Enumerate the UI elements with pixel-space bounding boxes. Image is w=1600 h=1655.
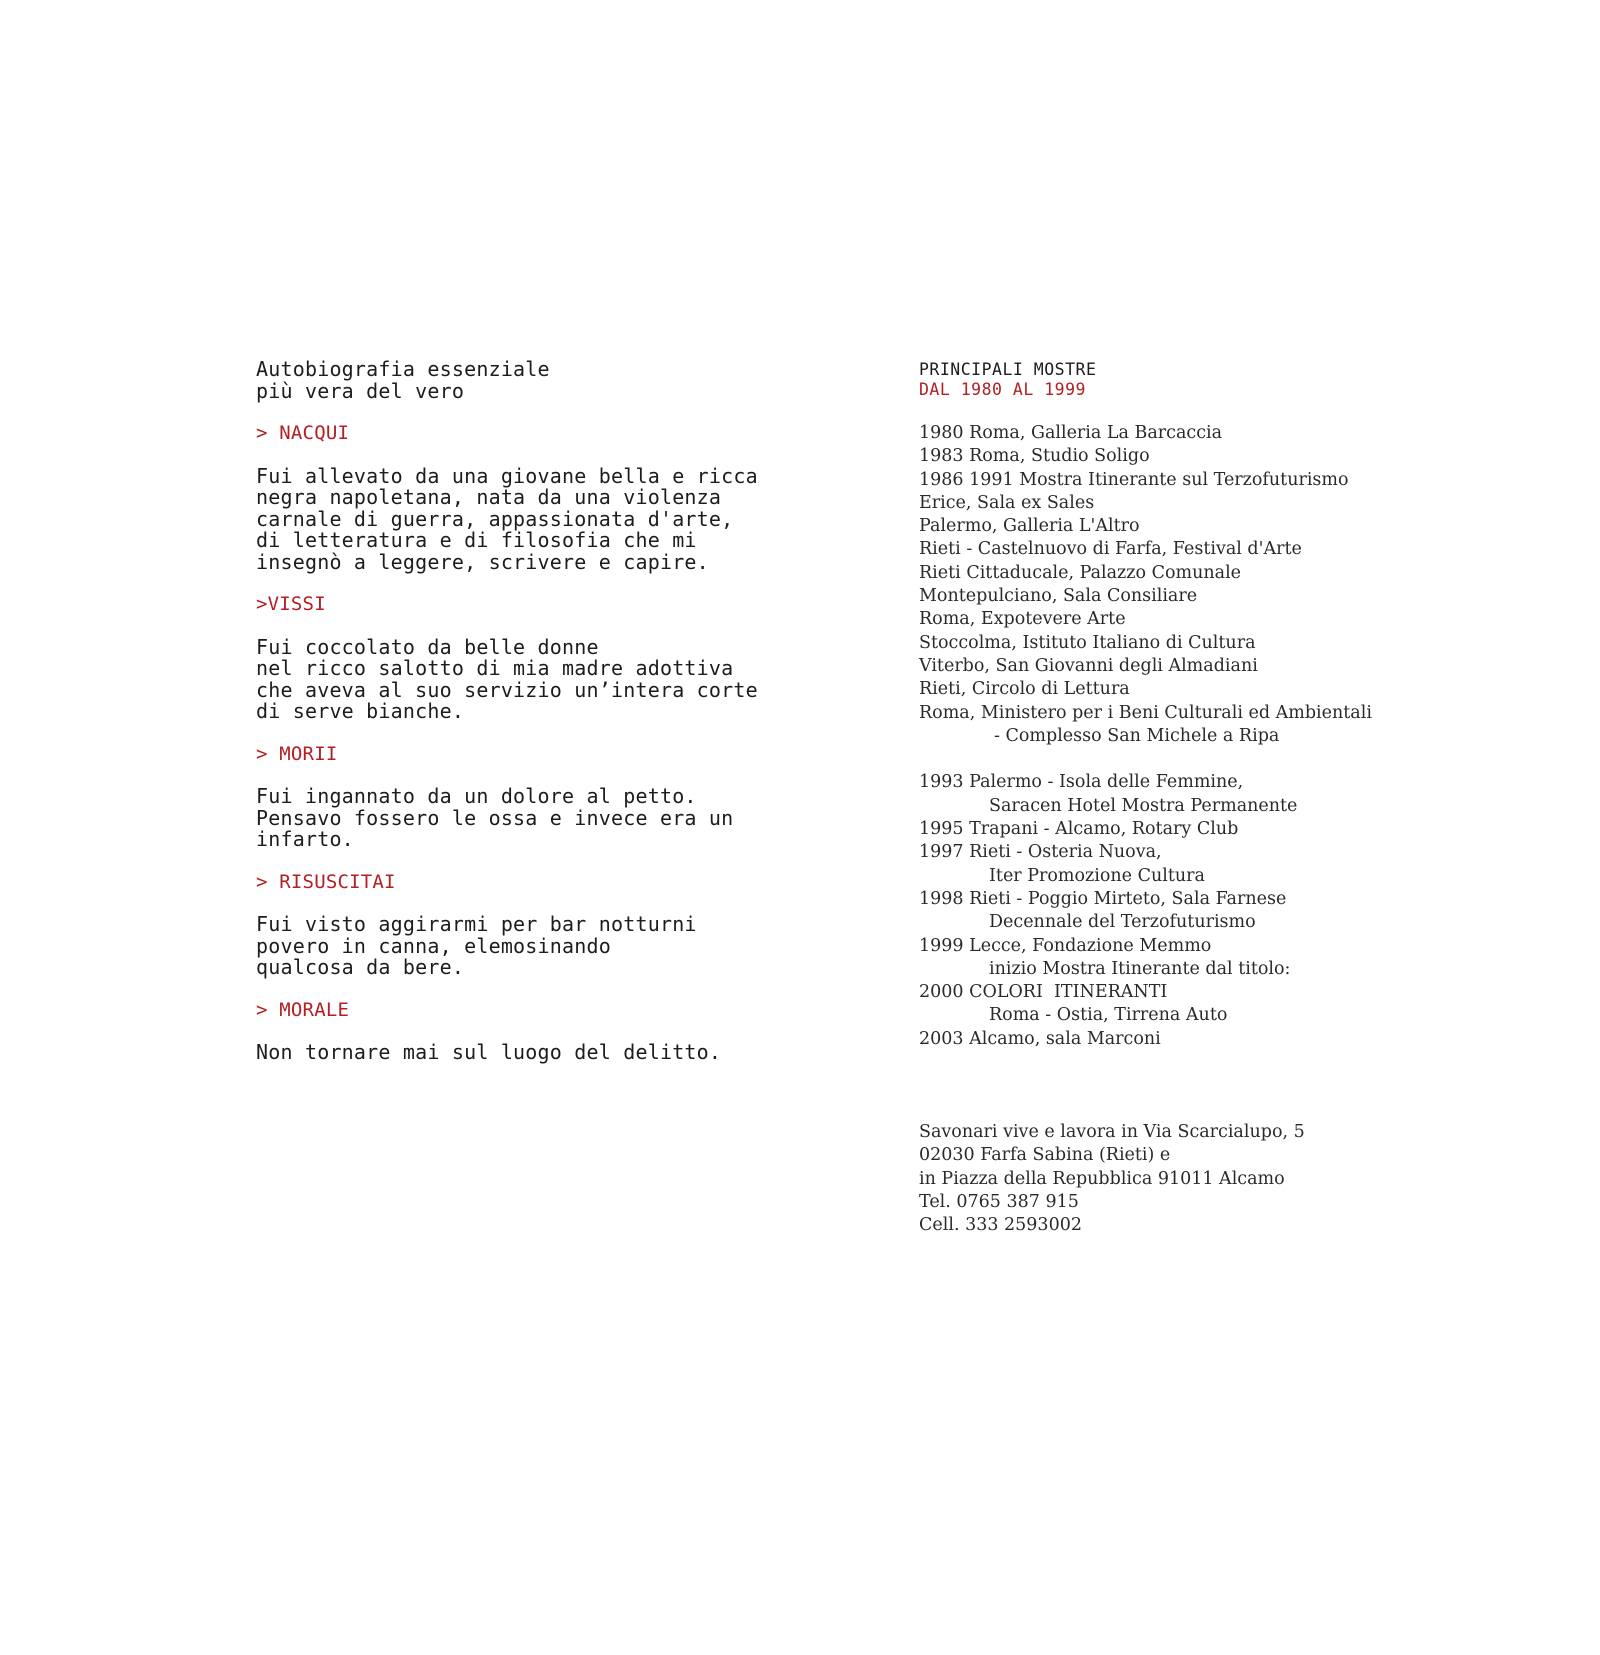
autobiography-title-line2: più vera del vero <box>256 378 465 403</box>
exhibition-entry: Rieti - Castelnuovo di Farfa, Festival d'Arte <box>919 539 1302 560</box>
section-body-nacqui <box>256 463 796 574</box>
exhibitions-list-1 <box>919 422 1479 748</box>
section-heading-risuscitai: > RISUSCITAI <box>256 870 396 893</box>
section-body-morale <box>256 1042 796 1064</box>
exhibitions-column <box>919 360 1479 1238</box>
body-line: Pensavo fossero le ossa e invece era un infarto. <box>256 805 734 851</box>
section-heading-morii: > MORII <box>256 742 338 765</box>
contact-phone: Tel. 0765 387 915 <box>919 1191 1079 1212</box>
exhibition-entry: Palermo, Galleria L'Altro <box>919 516 1140 537</box>
body-line: Fui ingannato da un dolore al petto. <box>256 784 697 808</box>
exhibition-entry: Rieti Cittaducale, Palazzo Comunale <box>919 562 1242 583</box>
exhibition-entry: 1986 1991 Mostra Itinerante sul Terzofuturismo <box>919 469 1349 490</box>
exhibition-entry-indented: - Complesso San Michele a Ripa <box>994 725 1280 746</box>
exhibition-entry-indented: Roma - Ostia, Tirrena Auto <box>989 1005 1228 1026</box>
section-heading-morale: > MORALE <box>256 998 350 1021</box>
contact-line: 02030 Farfa Sabina (Rieti) e <box>919 1145 1171 1166</box>
exhibition-entry: Roma, Expotevere Arte <box>919 609 1126 630</box>
body-line: qualcosa da bere. <box>256 955 465 979</box>
body-line: nel ricco salotto di mia madre adottiva <box>256 656 734 680</box>
exhibition-entry: Rieti, Circolo di Lettura <box>919 679 1130 700</box>
exhibition-entry: 1995 Trapani - Alcamo, Rotary Club <box>919 819 1239 840</box>
exhibitions-list-2 <box>919 771 1479 1051</box>
body-line: insegnò a leggere, scrivere e capire. <box>256 549 709 574</box>
body-line: Fui coccolato da belle donne <box>256 634 599 659</box>
body-line: povero in canna, elemosinando <box>256 933 611 958</box>
section-body-risuscitai <box>256 914 796 979</box>
exhibition-entry: 1999 Lecce, Fondazione Memmo <box>919 935 1212 956</box>
body-line: Fui allevato da una giovane bella e ricca <box>256 463 758 488</box>
autobiography-title <box>256 359 796 402</box>
exhibitions-title: PRINCIPALI MOSTRE <box>919 360 1097 379</box>
exhibition-entry: Erice, Sala ex Sales <box>919 492 1095 513</box>
exhibition-entry-indented: Saracen Hotel Mostra Permanente <box>989 795 1298 816</box>
autobiography-title-line1: Autobiografia essenziale <box>256 357 550 381</box>
exhibition-entry: 1983 Roma, Studio Soligo <box>919 446 1150 467</box>
contact-mobile: Cell. 333 2593002 <box>919 1215 1082 1236</box>
exhibition-entry-indented: Decennale del Terzofuturismo <box>989 912 1256 933</box>
contact-line: in Piazza della Repubblica 91011 Alcamo <box>919 1168 1285 1189</box>
exhibition-entry: 2003 Alcamo, sala Marconi <box>919 1028 1161 1049</box>
exhibition-entry: 2000 COLORI ITINERANTI <box>919 982 1168 1003</box>
exhibition-entry: Montepulciano, Sala Consiliare <box>919 586 1198 607</box>
exhibition-entry: 1993 Palermo - Isola delle Femmine, <box>919 772 1244 793</box>
body-line: Fui visto aggirarmi per bar notturni <box>256 912 697 936</box>
body-line: Non tornare mai sul luogo del delitto. <box>256 1040 722 1064</box>
body-line: di serve bianche. <box>256 699 465 723</box>
exhibition-entry: Stoccolma, Istituto Italiano di Cultura <box>919 632 1256 653</box>
exhibition-entry: 1980 Roma, Galleria La Barcaccia <box>919 423 1223 443</box>
autobiography-column <box>256 359 796 1085</box>
exhibition-entry: 1998 Rieti - Poggio Mirteto, Sala Farnese <box>919 888 1287 909</box>
contact-info <box>919 1121 1479 1237</box>
exhibition-entry: 1997 Rieti - Osteria Nuova, <box>919 842 1162 863</box>
exhibition-entry-indented: inizio Mostra Itinerante dal titolo: <box>989 958 1291 979</box>
body-line: di letteratura e di filosofia che mi <box>256 528 697 552</box>
body-line: negra napoletana, nata da una violenza <box>256 485 722 509</box>
exhibition-entry-indented: Iter Promozione Cultura <box>989 865 1205 886</box>
body-line: carnale di guerra, appassionata d'arte, <box>256 506 734 531</box>
exhibitions-subtitle: DAL 1980 AL 1999 <box>919 380 1086 399</box>
contact-line: Savonari vive e lavora in Via Scarcialupo, 5 <box>919 1122 1305 1143</box>
section-heading-vissi: >VISSI <box>256 593 326 615</box>
spacer <box>919 748 1479 771</box>
section-body-morii <box>256 786 796 851</box>
section-body-vissi <box>256 634 796 723</box>
body-line: che aveva al suo servizio un’intera corte <box>256 677 758 702</box>
exhibition-entry: Viterbo, San Giovanni degli Almadiani <box>919 655 1258 676</box>
exhibition-entry: Roma, Ministero per i Beni Culturali ed Ambientali <box>919 702 1372 723</box>
section-heading-nacqui: > NACQUI <box>256 422 350 444</box>
